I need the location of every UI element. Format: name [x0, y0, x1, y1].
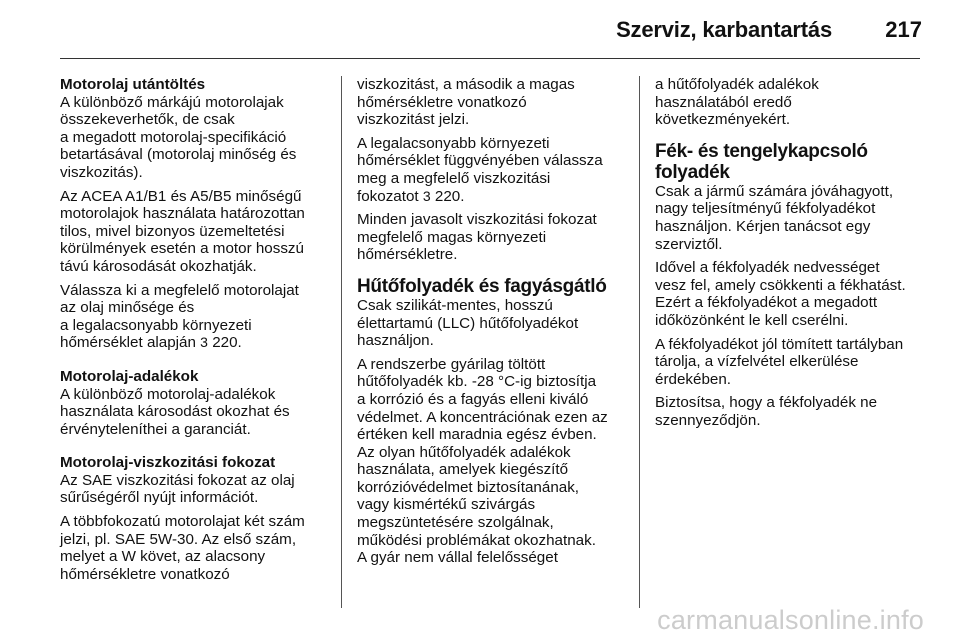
- text-column-3: [655, 76, 921, 436]
- paragraph: A különböző motorolaj-adalékok használata károsodást okozhat és érvényteleníthei a garanciát.: [60, 385, 290, 438]
- cross-reference-page: 220.: [207, 334, 242, 352]
- paragraph: Minden javasolt viszkozitási fokozat megfelelő magas környezeti hőmérsékletre.: [357, 211, 597, 264]
- text-column-1: [60, 76, 326, 589]
- watermark: carmanualsonline.info: [657, 605, 924, 635]
- paragraph: Csak szilikát-mentes, hosszú élettartamú (LLC) hűtőfolyadékot használjon.: [357, 296, 579, 350]
- cross-reference-arrow-icon: 3: [422, 187, 431, 204]
- paragraph: Idővel a fékfolyadék nedvességet vesz fel, amely csökkenti a fékhatást. Ezért a fékfolyadékot a megadott időközönként le kell cserélni.: [655, 259, 906, 329]
- page-number: 217: [885, 17, 922, 42]
- paragraph-text: A legalacsonyabb környezeti hőmérséklet függvényében válassza meg a megfelelő viszkozitási fokozatot: [357, 134, 603, 205]
- section-title-brake-fluid: Fék- és tengelykapcsoló folyadék: [655, 140, 868, 183]
- section-title-coolant: Hűtőfolyadék és fagyásgátló: [357, 275, 607, 297]
- section-title-viscosity-grade: Motorolaj-viszkozitási fokozat: [60, 454, 276, 472]
- page-title: Szerviz, karbantartás: [616, 17, 832, 42]
- cross-reference-arrow-icon: 3: [200, 334, 208, 351]
- paragraph: Csak a jármű számára jóváhagyott, nagy teljesítményű fékfolyadékot használjon. Kérjen tanácsot egy szerviztől.: [655, 182, 894, 253]
- cross-reference-page: 220.: [430, 187, 465, 205]
- paragraph: A különböző márkájú motorolajak összekeverhetők, de csak a megadott motorolaj-specifikáció betartásával (motorolaj minőség és viszkozitás).: [60, 93, 297, 181]
- header-divider: [60, 58, 920, 59]
- paragraph: Az SAE viszkozitási fokozat az olaj sűrűségéről nyújt információt.: [60, 471, 295, 507]
- page-header: [0, 0, 960, 62]
- paragraph: Biztosítsa, hogy a fékfolyadék ne szennyeződjön.: [655, 394, 878, 429]
- paragraph: Az ACEA A1/B1 és A5/B5 minőségű motorolajok használata határozottan tilos, mivel bizonyos üzemeltetési körülmények esetén a motor hosszú távú károsodását okozhatják.: [60, 187, 305, 275]
- section-title-motor-oil-topup: Motorolaj utántöltés: [60, 76, 206, 93]
- paragraph: A többfokozatú motorolajat két szám jelzi, pl. SAE 5W-30. Az első szám, melyet a W követ, az alacsony hőmérsékletre vonatkozó: [60, 513, 305, 583]
- paragraph: A rendszerbe gyárilag töltött hűtőfolyadék kb. -28 °C-ig biztosítja a korrózió és a fagyás elleni kiváló védelmet. A koncentrációnak ezen az értéken kell maradnia egész évben. Az olyan hűtőfolyadék adalékok használata, amelyek kiegészítő korrózióvédelmet biztosítanának, vagy kismértékű szivárgás megszüntetésére szolgálnak, működési problémákat okozhatnak. A gyár nem vállal felelősséget: [357, 355, 608, 567]
- paragraph-text: Válassza ki a megfelelő motorolajat az olaj minősége és a legalacsonyabb környezeti hőmérséklet alapján: [60, 281, 299, 352]
- paragraph: a hűtőfolyadék adalékok használatából eredő következményekért.: [655, 76, 819, 129]
- paragraph: A fékfolyadékot jól tömített tartályban tárolja, a vízfelvétel elkerülése érdekében.: [655, 335, 904, 388]
- paragraph-with-reference: [60, 282, 326, 352]
- section-title-oil-additives: Motorolaj-adalékok: [60, 367, 199, 385]
- paragraph: viszkozitást, a második a magas hőmérsékletre vonatkozó viszkozitást jelzi.: [357, 76, 575, 129]
- column-divider-1: [341, 76, 342, 608]
- column-divider-2: [639, 76, 640, 608]
- text-column-2: [357, 76, 623, 573]
- paragraph-with-reference: [357, 135, 623, 205]
